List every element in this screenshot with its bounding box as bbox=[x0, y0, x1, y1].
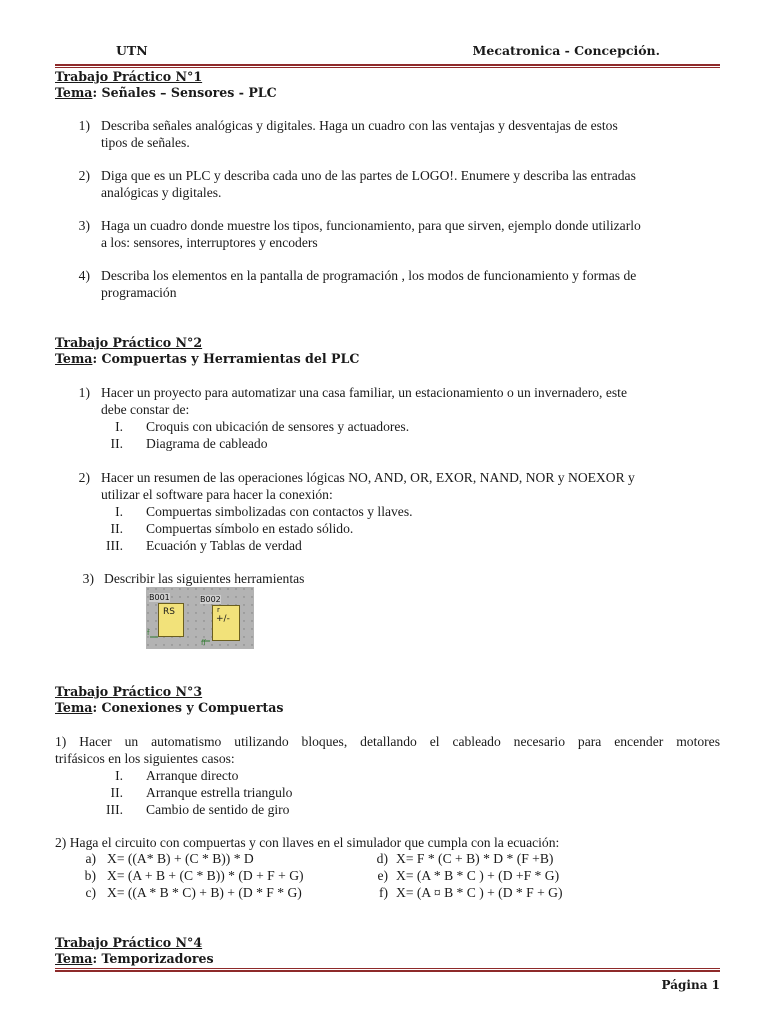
footer-rule bbox=[55, 968, 720, 972]
tp1-item-3-line-2: a los: sensores, interruptores y encoders bbox=[101, 235, 318, 250]
tp1-item-4-line-1: Describa los elementos en la pantalla de programación , los modos de funcionamiento y formas de bbox=[101, 268, 637, 283]
tp3-tema-text: : Conexiones y Compuertas bbox=[92, 700, 284, 715]
eq-a-num: a) bbox=[85, 851, 96, 866]
tp1-tema bbox=[55, 85, 277, 102]
tp3-item-2-text: 2) Haga el circuito con compuertas y con llaves en el simulador que cumpla con la ecuación: bbox=[55, 835, 560, 850]
eq-d-num: d) bbox=[376, 851, 388, 866]
tp2-item-2-line-2: utilizar el software para hacer la conexión: bbox=[101, 487, 333, 502]
tp2-item-2-sub-2-num: II. bbox=[110, 521, 123, 536]
tp1-item-1-line-2: tipos de señales. bbox=[101, 135, 190, 150]
pin-label-1: f bbox=[147, 629, 150, 637]
eq-b-num: b) bbox=[84, 868, 96, 883]
eq-e-num: e) bbox=[377, 868, 388, 883]
tp1-item-2-line-2: analógicas y digitales. bbox=[101, 185, 222, 200]
tp2-item-1-line-2: debe constar de: bbox=[101, 402, 190, 417]
counter-block-label: +/- bbox=[216, 614, 230, 624]
updown-counter-block bbox=[212, 605, 240, 641]
tp2-item-2-line-1: Hacer un resumen de las operaciones lógicas NO, AND, OR, EXOR, NAND, NOR y NOEXOR y bbox=[101, 470, 635, 485]
tp2-item-3-num: 3) bbox=[82, 571, 94, 586]
tp2-tema-label: Tema bbox=[55, 351, 93, 366]
tp4-tema-text: : Temporizadores bbox=[92, 951, 214, 966]
header-right: Mecatronica - Concepción. bbox=[472, 43, 660, 58]
eq-e: X= (A * B * C ) + (D +F * G) bbox=[396, 868, 560, 883]
tp1-item-4-num: 4) bbox=[78, 268, 90, 283]
tp3-item-1-sub-1-num: I. bbox=[115, 768, 123, 783]
tp3-title: Trabajo Práctico N°3 bbox=[55, 684, 203, 699]
tp2-item-1-sub-1-num: I. bbox=[115, 419, 123, 434]
tp2-item-1-sub-2-num: II. bbox=[110, 436, 123, 451]
tp2-item-2-sub-3-num: III. bbox=[106, 538, 123, 553]
tp3-item-1-sub-2-num: II. bbox=[110, 785, 123, 800]
block-1-id: B001 bbox=[149, 593, 170, 602]
tp2-item-1-num: 1) bbox=[78, 385, 90, 400]
counter-block-sub: r bbox=[217, 606, 220, 614]
tp1-item-2-num: 2) bbox=[78, 168, 90, 183]
rs-block bbox=[158, 603, 184, 637]
tp1-item-1-num: 1) bbox=[78, 118, 90, 133]
header-left: UTN bbox=[116, 43, 148, 58]
tp1-title: Trabajo Práctico N°1 bbox=[55, 69, 203, 84]
eq-c-num: c) bbox=[85, 885, 96, 900]
page-number: Página 1 bbox=[661, 978, 720, 992]
eq-c: X= ((A * B * C) + B) + (D * F * G) bbox=[107, 885, 302, 900]
tp2-item-1-line-1: Hacer un proyecto para automatizar una casa familiar, un estacionamiento o un invernadero, este bbox=[101, 385, 627, 400]
tp2-item-1-sub-1: Croquis con ubicación de sensores y actuadores. bbox=[146, 419, 410, 434]
tp3-tema-label: Tema bbox=[55, 700, 93, 715]
tp4-tema bbox=[55, 951, 214, 968]
pin-label-2: ff bbox=[201, 639, 206, 647]
tp2-tema bbox=[55, 351, 359, 368]
header-rule bbox=[55, 64, 720, 68]
tp2-item-2-sub-1-num: I. bbox=[115, 504, 123, 519]
tp1-item-3-num: 3) bbox=[78, 218, 90, 233]
tp1-item-3-line-1: Haga un cuadro donde muestre los tipos, funcionamiento, para que sirven, ejemplo donde utilizarlo bbox=[101, 218, 641, 233]
tp1-item-2-line-1: Diga que es un PLC y describa cada uno de las partes de LOGO!. Enumere y describa las entradas bbox=[101, 168, 636, 183]
tp1-item-4-line-2: programación bbox=[101, 285, 177, 300]
eq-b: X= (A + B + (C * B)) * (D + F + G) bbox=[107, 868, 304, 883]
tp2-item-1-sub-2: Diagrama de cableado bbox=[146, 436, 268, 451]
tp3-item-1-sub-3: Cambio de sentido de giro bbox=[146, 802, 290, 817]
tp2-title: Trabajo Práctico N°2 bbox=[55, 335, 203, 350]
logo-blocks-figure bbox=[146, 587, 254, 649]
tp4-tema-label: Tema bbox=[55, 951, 93, 966]
tp3-tema bbox=[55, 700, 284, 717]
tp4-title: Trabajo Práctico N°4 bbox=[55, 935, 203, 950]
tp2-item-3-text: Describir las siguientes herramientas bbox=[104, 571, 305, 586]
rs-block-label: RS bbox=[163, 607, 175, 617]
tp1-item-1-line-1: Describa señales analógicas y digitales. Haga un cuadro con las ventajas y desventajas de estos bbox=[101, 118, 618, 133]
block-2-id: B002 bbox=[200, 595, 221, 604]
tp2-item-2-sub-3: Ecuación y Tablas de verdad bbox=[146, 538, 302, 553]
eq-f-num: f) bbox=[378, 885, 388, 900]
tp2-item-2-sub-1: Compuertas simbolizadas con contactos y llaves. bbox=[146, 504, 413, 519]
tp2-item-2-num: 2) bbox=[78, 470, 90, 485]
tp3-item-1-sub-2: Arranque estrella triangulo bbox=[146, 785, 293, 800]
tp2-item-2-sub-2: Compuertas símbolo en estado sólido. bbox=[146, 521, 354, 536]
tp1-tema-text: : Señales – Sensores - PLC bbox=[92, 85, 277, 100]
tp3-item-1-line-1: 1) Hacer un automatismo utilizando bloques, detallando el cableado necesario para encender motores bbox=[55, 734, 720, 749]
eq-f: X= (A ¤ B * C ) + (D * F + G) bbox=[396, 885, 563, 900]
tp3-item-1-line-2: trifásicos en los siguientes casos: bbox=[55, 751, 235, 766]
eq-a: X= ((A* B) + (C * B)) * D bbox=[107, 851, 254, 866]
tp3-item-1-sub-3-num: III. bbox=[106, 802, 123, 817]
tp2-tema-text: : Compuertas y Herramientas del PLC bbox=[92, 351, 360, 366]
tp1-tema-label: Tema bbox=[55, 85, 93, 100]
eq-d: X= F * (C + B) * D * (F +B) bbox=[396, 851, 554, 866]
tp3-item-1-sub-1: Arranque directo bbox=[146, 768, 239, 783]
